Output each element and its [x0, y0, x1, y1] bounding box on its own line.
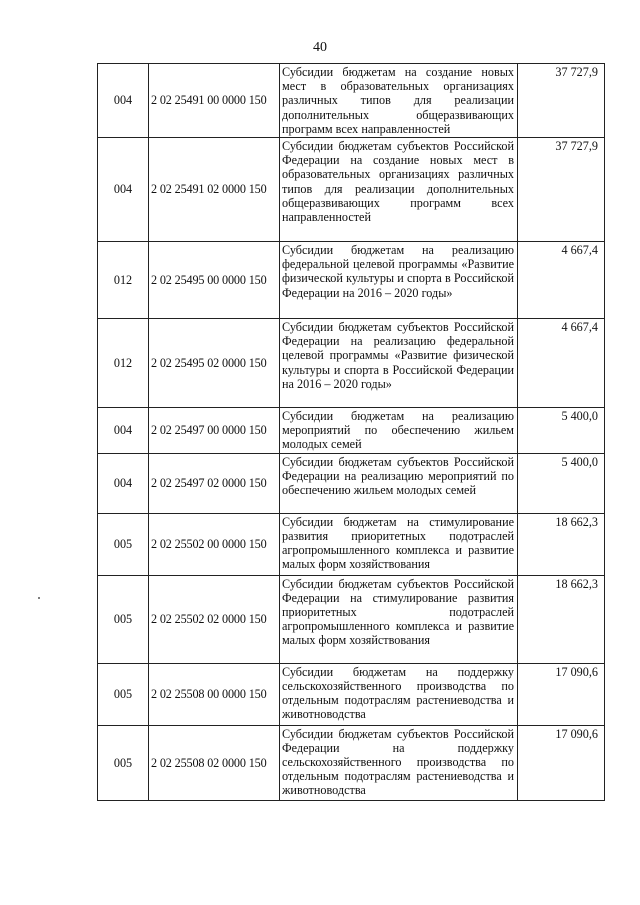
table-row: [98, 513, 605, 575]
kbk-code-cell: 2 02 25491 00 0000 150: [149, 64, 280, 138]
kbk-code-cell: 2 02 25491 02 0000 150: [149, 138, 280, 242]
income-name-cell: Субсидии бюджетам субъектов Российской Федерации на реализацию федеральной целевой программы «Развитие физической культуры и спорта в Российской Федерации на 2016 – 2020 годы»: [280, 319, 518, 408]
amount-cell: 4 667,4: [518, 319, 605, 408]
kbk-code-cell: 2 02 25508 00 0000 150: [149, 663, 280, 725]
kbk-code-cell: 2 02 25495 02 0000 150: [149, 319, 280, 408]
table-row: [98, 575, 605, 663]
income-name-cell: Субсидии бюджетам субъектов Российской Федерации на стимулирование развития приоритетных подотраслей агропромышленного комплекса и развитие малых форм хозяйствования: [280, 575, 518, 663]
income-name-cell: Субсидии бюджетам на поддержку сельскохозяйственного производства по отдельным подотраслям растениеводства и животноводства: [280, 663, 518, 725]
table-row: [98, 242, 605, 319]
scan-speck: [38, 597, 40, 599]
admin-code-cell: 005: [98, 725, 149, 800]
admin-code-cell: 004: [98, 64, 149, 138]
admin-code-cell: 012: [98, 242, 149, 319]
income-name-cell: Субсидии бюджетам субъектов Российской Федерации на поддержку сельскохозяйственного производства по отдельным подотраслям растениеводства и животноводства: [280, 725, 518, 800]
kbk-code-cell: 2 02 25495 00 0000 150: [149, 242, 280, 319]
admin-code-cell: 004: [98, 408, 149, 454]
amount-cell: 5 400,0: [518, 453, 605, 513]
amount-cell: 37 727,9: [518, 138, 605, 242]
income-name-cell: Субсидии бюджетам на создание новых мест в образовательных организациях различных типов для реализации дополнительных общеразвивающих программ всех направленностей: [280, 64, 518, 138]
kbk-code-cell: 2 02 25497 02 0000 150: [149, 453, 280, 513]
income-name-cell: Субсидии бюджетам субъектов Российской Федерации на реализацию мероприятий по обеспечению жильем молодых семей: [280, 453, 518, 513]
table-body: [98, 64, 605, 801]
amount-cell: 5 400,0: [518, 408, 605, 454]
amount-cell: 37 727,9: [518, 64, 605, 138]
table-row: [98, 64, 605, 138]
admin-code-cell: 004: [98, 138, 149, 242]
page-number: 40: [313, 40, 327, 55]
amount-cell: 18 662,3: [518, 575, 605, 663]
table-row: [98, 453, 605, 513]
admin-code-cell: 004: [98, 453, 149, 513]
admin-code-cell: 005: [98, 663, 149, 725]
admin-code-cell: 012: [98, 319, 149, 408]
income-name-cell: Субсидии бюджетам субъектов Российской Федерации на создание новых мест в образовательных организациях различных типов для реализации дополнительных общеразвивающих программ всех направленностей: [280, 138, 518, 242]
budget-table: [97, 63, 605, 801]
amount-cell: 17 090,6: [518, 725, 605, 800]
table-row: [98, 725, 605, 800]
table-row: [98, 138, 605, 242]
table-row: [98, 408, 605, 454]
amount-cell: 17 090,6: [518, 663, 605, 725]
admin-code-cell: 005: [98, 513, 149, 575]
kbk-code-cell: 2 02 25497 00 0000 150: [149, 408, 280, 454]
income-name-cell: Субсидии бюджетам на реализацию федеральной целевой программы «Развитие физической культуры и спорта в Российской Федерации на 2016 – 2020 годы»: [280, 242, 518, 319]
income-name-cell: Субсидии бюджетам на стимулирование развития приоритетных подотраслей агропромышленного комплекса и развитие малых форм хозяйствования: [280, 513, 518, 575]
kbk-code-cell: 2 02 25508 02 0000 150: [149, 725, 280, 800]
table-row: [98, 319, 605, 408]
admin-code-cell: 005: [98, 575, 149, 663]
table-row: [98, 663, 605, 725]
amount-cell: 18 662,3: [518, 513, 605, 575]
kbk-code-cell: 2 02 25502 02 0000 150: [149, 575, 280, 663]
income-name-cell: Субсидии бюджетам на реализацию мероприятий по обеспечению жильем молодых семей: [280, 408, 518, 454]
kbk-code-cell: 2 02 25502 00 0000 150: [149, 513, 280, 575]
amount-cell: 4 667,4: [518, 242, 605, 319]
